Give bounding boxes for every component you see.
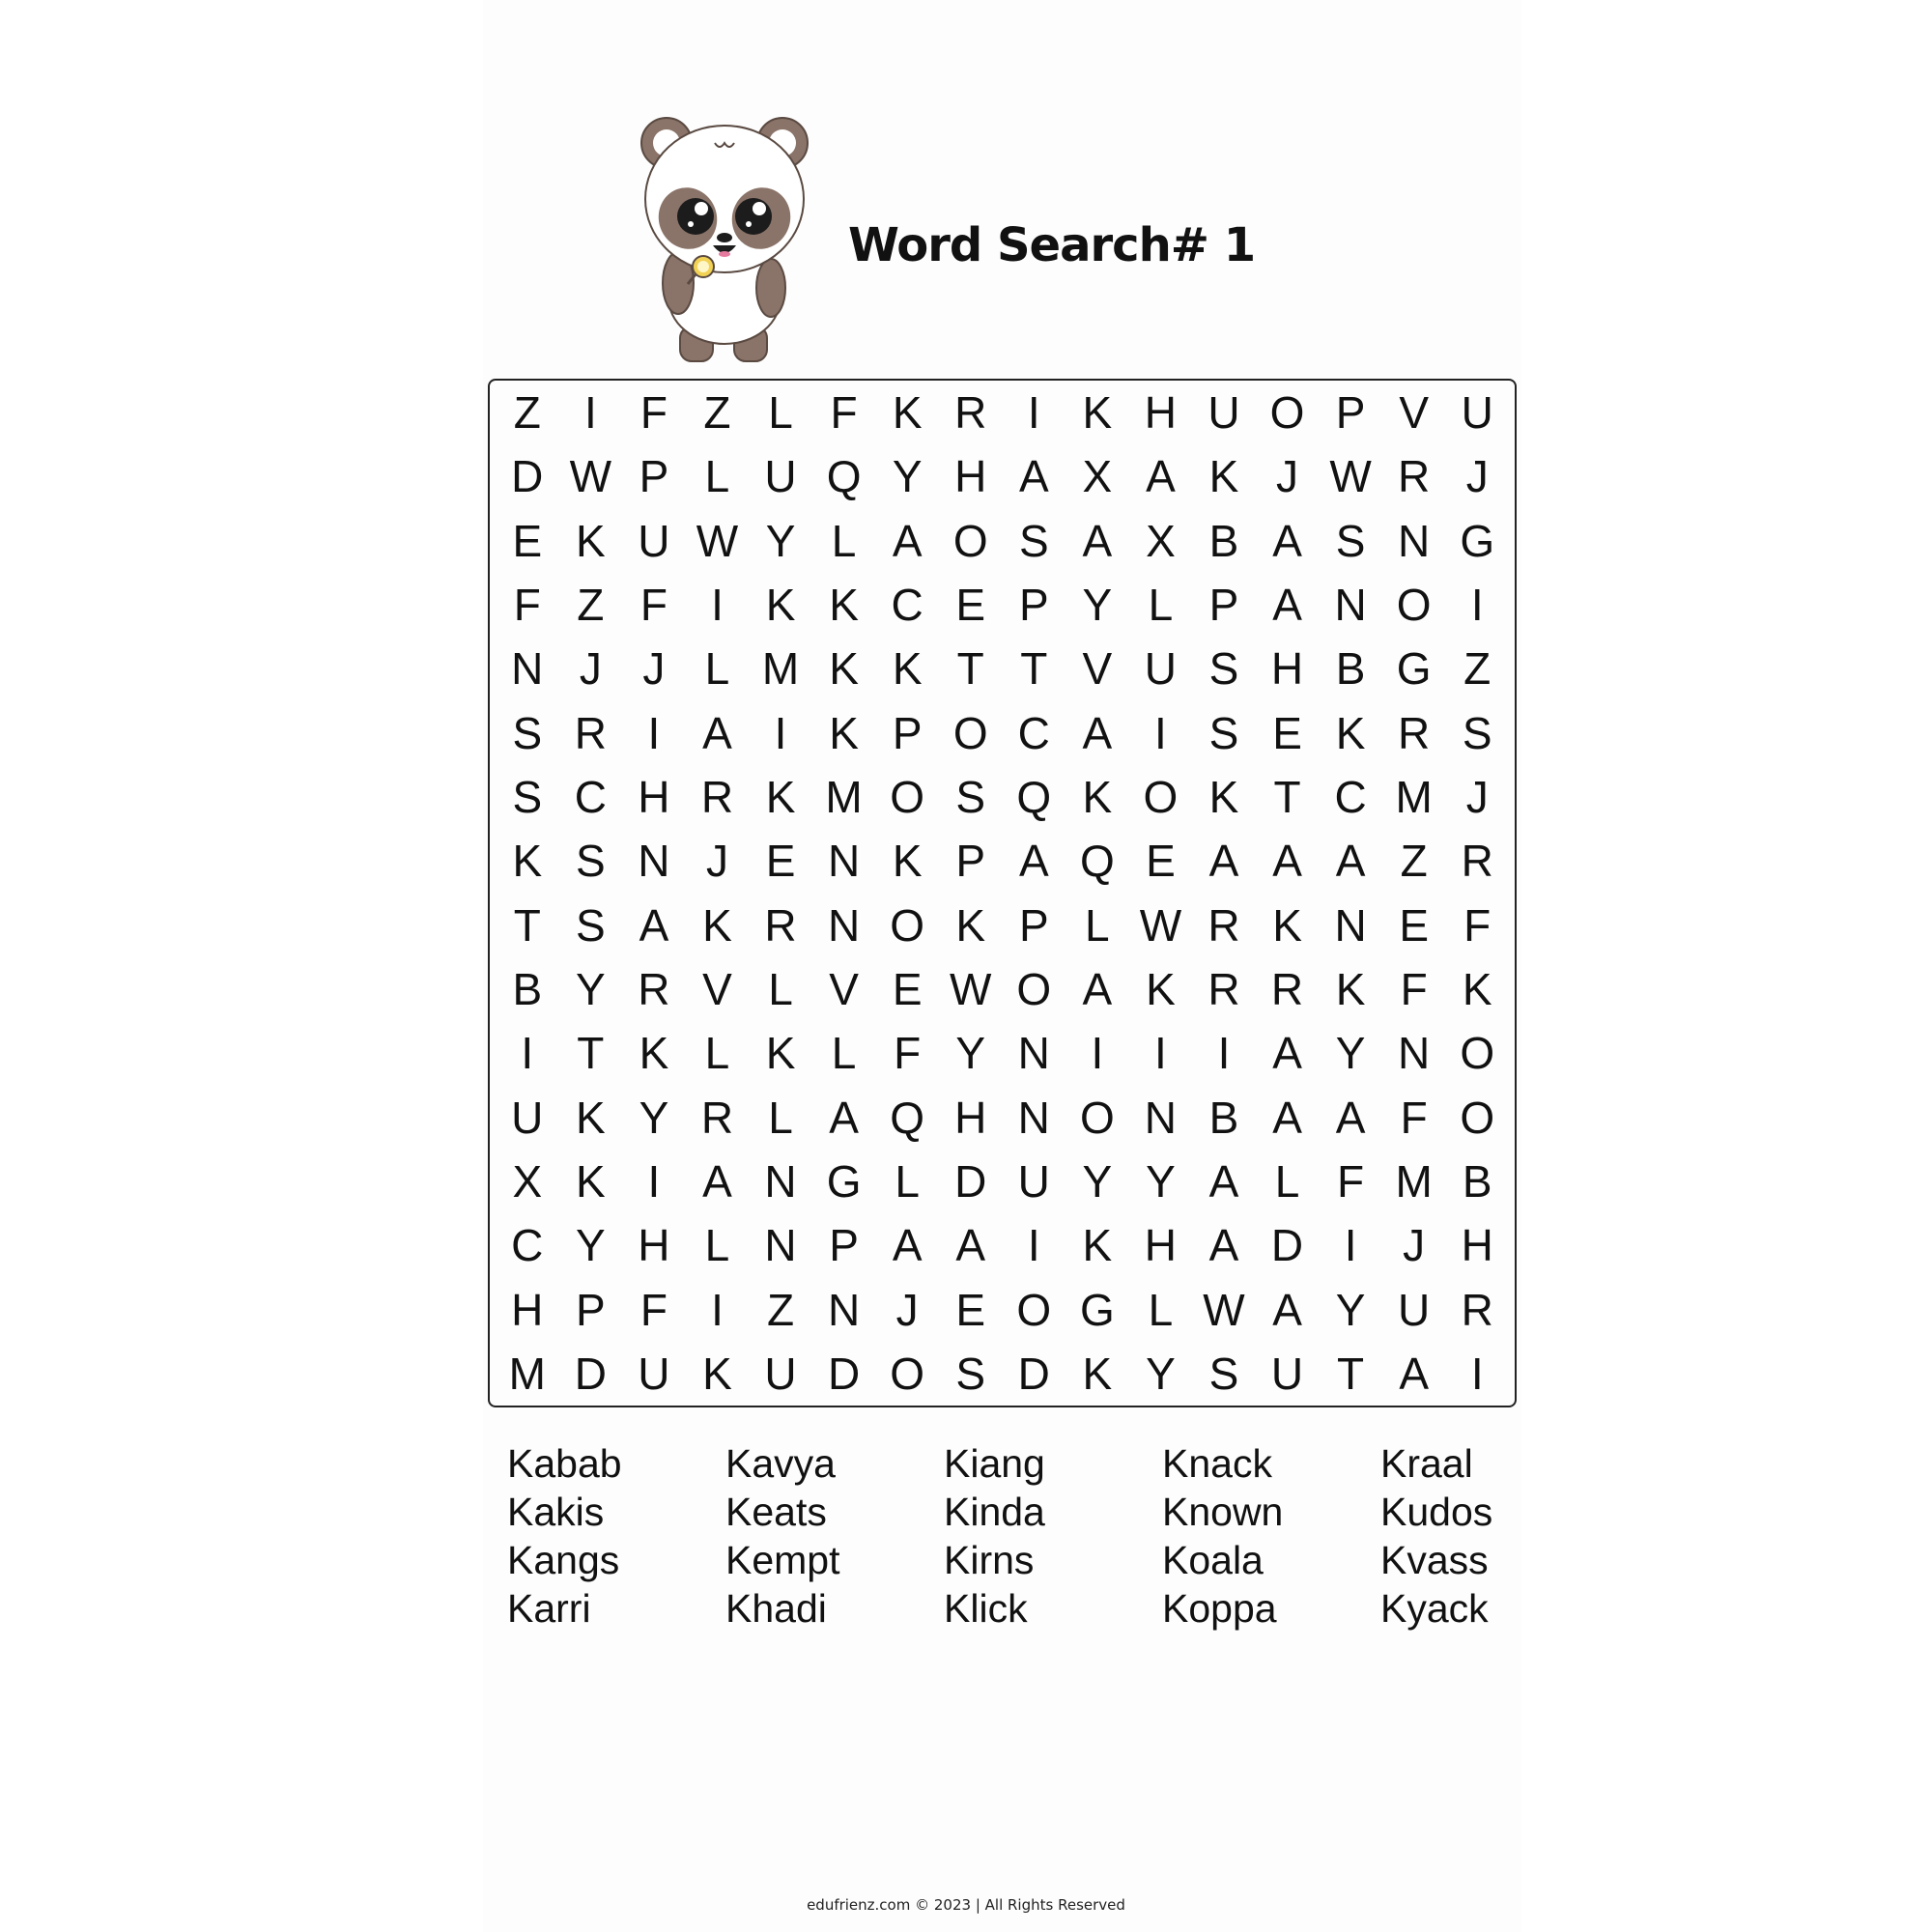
grid-cell[interactable]: Q <box>1016 772 1052 823</box>
grid-cell[interactable]: R <box>1461 836 1493 887</box>
grid-cell[interactable]: Y <box>955 1028 986 1079</box>
grid-cell[interactable]: Q <box>1079 836 1115 887</box>
grid-cell[interactable]: O <box>1016 963 1052 1014</box>
grid-cell[interactable]: L <box>1148 580 1174 631</box>
grid-cell[interactable]: O <box>890 772 925 823</box>
grid-cell[interactable]: D <box>574 1348 607 1399</box>
grid-cell[interactable]: S <box>1208 643 1239 695</box>
grid-cell[interactable]: N <box>511 643 544 695</box>
word-list-item: Kakis <box>507 1490 605 1534</box>
grid-cell[interactable]: G <box>1079 1284 1115 1335</box>
grid-cell[interactable]: A <box>639 899 669 951</box>
grid-cell[interactable]: V <box>1399 387 1429 439</box>
grid-cell[interactable]: R <box>1398 451 1431 502</box>
grid-cell[interactable]: K <box>892 387 923 439</box>
word-list-item: Kempt <box>725 1538 840 1582</box>
grid-cell[interactable]: N <box>827 1284 861 1335</box>
grid-cell[interactable]: J <box>1465 772 1489 823</box>
grid-cell[interactable]: K <box>1335 963 1366 1014</box>
grid-cell[interactable]: B <box>1462 1155 1492 1207</box>
grid-cell[interactable]: S <box>1462 707 1492 758</box>
grid-cell[interactable]: W <box>1329 451 1372 502</box>
grid-cell[interactable]: O <box>1143 772 1179 823</box>
grid-cell[interactable]: O <box>1079 1092 1115 1143</box>
grid-cell[interactable]: L <box>704 451 730 502</box>
word-list-item: Klick <box>944 1586 1028 1631</box>
grid-cell[interactable]: Y <box>1146 1155 1176 1207</box>
grid-cell[interactable]: S <box>1335 515 1366 566</box>
grid-cell[interactable]: Y <box>1146 1348 1176 1399</box>
grid-cell[interactable]: P <box>1335 387 1366 439</box>
grid-cell[interactable]: H <box>638 1220 670 1271</box>
grid-cell[interactable]: L <box>1274 1155 1300 1207</box>
grid-cell[interactable]: U <box>511 1092 544 1143</box>
grid-cell[interactable]: P <box>576 1284 606 1335</box>
grid-cell[interactable]: Y <box>639 1092 669 1143</box>
grid-cell[interactable]: P <box>1018 899 1049 951</box>
grid-cell[interactable]: W <box>950 963 992 1014</box>
grid-cell[interactable]: V <box>1082 643 1113 695</box>
grid-cell[interactable]: K <box>765 580 796 631</box>
grid-cell[interactable]: O <box>1396 580 1432 631</box>
grid-cell[interactable]: D <box>954 1155 987 1207</box>
grid-cell[interactable]: S <box>576 899 606 951</box>
grid-cell[interactable]: I <box>647 1155 661 1207</box>
grid-cell[interactable]: E <box>1272 707 1302 758</box>
grid-cell[interactable]: P <box>829 1220 859 1271</box>
grid-cell[interactable]: C <box>1017 707 1050 758</box>
grid-cell[interactable]: U <box>638 515 670 566</box>
grid-cell[interactable]: P <box>955 836 986 887</box>
grid-cell[interactable]: A <box>829 1092 859 1143</box>
grid-cell[interactable]: H <box>511 1284 544 1335</box>
grid-cell[interactable]: R <box>574 707 607 758</box>
grid-cell[interactable]: J <box>1403 1220 1426 1271</box>
grid-cell[interactable]: U <box>1017 1155 1050 1207</box>
grid-cell[interactable]: L <box>704 1220 730 1271</box>
grid-cell[interactable]: K <box>1462 963 1492 1014</box>
grid-cell[interactable]: Y <box>765 515 796 566</box>
grid-cell[interactable]: H <box>954 1092 987 1143</box>
grid-cell[interactable]: A <box>702 707 732 758</box>
grid-cell[interactable]: T <box>513 899 541 951</box>
grid-cell[interactable]: U <box>1398 1284 1431 1335</box>
grid-cell[interactable]: S <box>1208 707 1239 758</box>
grid-cell[interactable]: O <box>1269 387 1305 439</box>
grid-cell[interactable]: K <box>1208 451 1239 502</box>
word-list-item: Koppa <box>1162 1586 1277 1631</box>
grid-cell[interactable]: R <box>1461 1284 1493 1335</box>
grid-cell[interactable]: K <box>765 1028 796 1079</box>
grid-cell[interactable]: E <box>955 580 986 631</box>
grid-cell[interactable]: A <box>1272 1092 1302 1143</box>
grid-cell[interactable]: Y <box>1335 1284 1366 1335</box>
word-list-item: Kraal <box>1380 1441 1473 1486</box>
grid-cell[interactable]: M <box>761 643 800 695</box>
grid-cell[interactable]: G <box>1396 643 1432 695</box>
grid-cell[interactable]: N <box>764 1220 797 1271</box>
word-list-item: Known <box>1162 1490 1284 1534</box>
word-list-item: Keats <box>725 1490 827 1534</box>
word-list-item: Kudos <box>1380 1490 1493 1534</box>
grid-cell[interactable]: U <box>638 1348 670 1399</box>
grid-cell[interactable]: J <box>895 1284 919 1335</box>
grid-cell[interactable]: D <box>827 1348 861 1399</box>
grid-cell[interactable]: T <box>1273 772 1301 823</box>
word-list-item: Kvass <box>1380 1538 1489 1582</box>
word-list-item: Kangs <box>507 1538 620 1582</box>
word-list-item: Kavya <box>725 1441 836 1486</box>
grid-cell[interactable]: F <box>639 387 668 439</box>
grid-cell[interactable]: N <box>1017 1028 1050 1079</box>
grid-cell[interactable]: H <box>1144 387 1178 439</box>
grid-cell[interactable]: R <box>764 899 797 951</box>
grid-cell[interactable]: E <box>1399 899 1429 951</box>
grid-cell[interactable]: B <box>1208 1092 1239 1143</box>
grid-cell[interactable]: H <box>954 451 987 502</box>
grid-cell[interactable]: A <box>955 1220 986 1271</box>
grid-cell[interactable]: K <box>702 1348 732 1399</box>
word-list <box>507 1439 1521 1633</box>
word-list-item: Kabab <box>507 1441 622 1486</box>
grid-cell[interactable]: A <box>1272 1284 1302 1335</box>
grid-cell[interactable]: K <box>1082 1220 1113 1271</box>
grid-cell[interactable]: S <box>512 772 543 823</box>
grid-cell[interactable]: C <box>511 1220 544 1271</box>
grid-cell[interactable]: T <box>1337 1348 1365 1399</box>
grid-cell[interactable]: I <box>1154 1028 1167 1079</box>
word-list-item: Kirns <box>944 1538 1035 1582</box>
grid-cell[interactable]: H <box>1270 643 1304 695</box>
grid-cell[interactable]: Z <box>1400 836 1428 887</box>
grid-cell[interactable]: K <box>576 1155 606 1207</box>
grid-cell[interactable]: Z <box>766 1284 795 1335</box>
grid-cell[interactable]: I <box>774 707 787 758</box>
grid-cell[interactable]: T <box>956 643 984 695</box>
grid-cell[interactable]: L <box>768 963 793 1014</box>
grid-cell[interactable]: L <box>831 1028 857 1079</box>
grid-cell[interactable]: K <box>955 899 986 951</box>
grid-cell[interactable]: R <box>700 1092 734 1143</box>
grid-cell[interactable]: A <box>892 515 923 566</box>
grid-cell[interactable]: K <box>1082 1348 1113 1399</box>
grid-cell[interactable]: U <box>1144 643 1178 695</box>
grid-cell[interactable]: T <box>1020 643 1048 695</box>
grid-cell[interactable]: A <box>1272 1028 1302 1079</box>
grid-cell[interactable]: L <box>768 1092 793 1143</box>
grid-cell[interactable]: A <box>1082 707 1113 758</box>
grid-cell[interactable]: U <box>764 451 797 502</box>
grid-cell[interactable]: D <box>511 451 544 502</box>
grid-cell[interactable]: F <box>894 1028 922 1079</box>
grid-cell[interactable]: C <box>574 772 607 823</box>
grid-cell[interactable]: K <box>1335 707 1366 758</box>
grid-cell[interactable]: Z <box>577 580 605 631</box>
word-list-item: Karri <box>507 1586 591 1631</box>
grid-cell[interactable]: O <box>1016 1284 1052 1335</box>
grid-cell[interactable]: R <box>700 772 734 823</box>
grid-cell[interactable]: W <box>696 515 739 566</box>
grid-cell[interactable]: P <box>639 451 669 502</box>
grid-cell[interactable]: W <box>1203 1284 1245 1335</box>
grid-cell[interactable]: Z <box>1463 643 1492 695</box>
grid-cell[interactable]: O <box>1460 1092 1495 1143</box>
grid-cell[interactable]: R <box>638 963 670 1014</box>
grid-cell[interactable]: I <box>521 1028 534 1079</box>
grid-cell[interactable]: O <box>1460 1028 1495 1079</box>
grid-cell[interactable]: P <box>1208 580 1239 631</box>
grid-cell[interactable]: F <box>1337 1155 1365 1207</box>
grid-cell[interactable]: N <box>827 836 861 887</box>
grid-cell[interactable]: D <box>1270 1220 1304 1271</box>
grid-cell[interactable]: A <box>1208 836 1239 887</box>
grid-cell[interactable]: U <box>1461 387 1493 439</box>
grid-cell[interactable]: K <box>576 515 606 566</box>
grid-cell[interactable]: A <box>1082 515 1113 566</box>
grid-cell[interactable]: Z <box>703 387 731 439</box>
grid-cell[interactable]: E <box>892 963 923 1014</box>
grid-cell[interactable]: F <box>1463 899 1492 951</box>
grid-cell[interactable]: P <box>1018 580 1049 631</box>
grid-cell[interactable]: I <box>1154 707 1167 758</box>
grid-cell[interactable]: R <box>1270 963 1304 1014</box>
grid-cell[interactable]: C <box>1334 772 1367 823</box>
grid-cell[interactable]: A <box>702 1155 732 1207</box>
grid-cell[interactable]: A <box>1146 451 1176 502</box>
grid-cell[interactable]: K <box>1272 899 1302 951</box>
grid-cell[interactable]: M <box>1395 1155 1433 1207</box>
grid-cell[interactable]: B <box>1335 643 1366 695</box>
grid-cell[interactable]: J <box>642 643 666 695</box>
grid-cell[interactable]: I <box>1470 1348 1484 1399</box>
grid-cell[interactable]: N <box>1017 1092 1050 1143</box>
grid-cell[interactable]: E <box>955 1284 986 1335</box>
word-list-item: Kinda <box>944 1490 1045 1534</box>
grid-cell[interactable]: J <box>1465 451 1489 502</box>
grid-cell[interactable]: L <box>704 1028 730 1079</box>
grid-cell[interactable]: S <box>955 772 986 823</box>
word-list-item: Kiang <box>944 1441 1045 1486</box>
grid-cell[interactable]: F <box>830 387 858 439</box>
grid-cell[interactable]: R <box>1208 899 1240 951</box>
grid-cell[interactable]: V <box>702 963 732 1014</box>
grid-cell[interactable]: Q <box>890 1092 925 1143</box>
grid-cell[interactable]: I <box>1091 1028 1104 1079</box>
grid-cell[interactable]: K <box>639 1028 669 1079</box>
grid-cell[interactable]: J <box>579 643 602 695</box>
copyright-footer: edufrienz.com © 2023 | All Rights Reserved <box>807 1896 1125 1914</box>
grid-cell[interactable]: P <box>892 707 923 758</box>
grid-cell[interactable]: N <box>1144 1092 1178 1143</box>
grid-cell[interactable]: Y <box>892 451 923 502</box>
grid-cell[interactable]: F <box>1400 963 1428 1014</box>
grid-cell[interactable]: N <box>1334 899 1367 951</box>
grid-cell[interactable]: A <box>1018 836 1049 887</box>
grid-cell[interactable]: U <box>764 1348 797 1399</box>
grid-cell[interactable]: K <box>829 580 859 631</box>
grid-cell[interactable]: E <box>512 515 543 566</box>
grid-cell[interactable]: I <box>1217 1028 1231 1079</box>
grid-cell[interactable]: V <box>829 963 859 1014</box>
grid-cell[interactable]: L <box>831 515 857 566</box>
grid-cell[interactable]: W <box>1139 899 1182 951</box>
grid-cell[interactable]: A <box>1335 836 1366 887</box>
grid-cell[interactable]: I <box>647 707 661 758</box>
word-list-item: Khadi <box>725 1586 827 1631</box>
grid-cell[interactable]: X <box>1082 451 1113 502</box>
grid-cell[interactable]: K <box>829 643 859 695</box>
grid-cell[interactable]: N <box>1398 515 1431 566</box>
grid-cell[interactable]: Y <box>576 1220 606 1271</box>
grid-cell[interactable]: M <box>825 772 863 823</box>
grid-cell[interactable]: O <box>890 899 925 951</box>
grid-cell[interactable]: B <box>512 963 543 1014</box>
grid-cell[interactable]: Y <box>1082 1155 1113 1207</box>
grid-cell[interactable]: X <box>1146 515 1176 566</box>
grid-cell[interactable]: L <box>1148 1284 1174 1335</box>
grid-cell[interactable]: L <box>1085 899 1110 951</box>
grid-cell[interactable]: L <box>704 643 730 695</box>
grid-cell[interactable]: O <box>952 707 988 758</box>
grid-cell[interactable]: U <box>1208 387 1240 439</box>
grid-cell[interactable]: K <box>1146 963 1176 1014</box>
grid-cell[interactable]: R <box>1208 963 1240 1014</box>
grid-cell[interactable]: K <box>702 899 732 951</box>
grid-cell[interactable]: G <box>1460 515 1495 566</box>
word-list-item: Koala <box>1162 1538 1264 1582</box>
word-list-item: Kyack <box>1380 1586 1489 1631</box>
grid-cell[interactable]: I <box>1027 387 1040 439</box>
grid-cell[interactable]: I <box>711 1284 724 1335</box>
grid-cell[interactable]: J <box>705 836 728 887</box>
page-title: Word Search# 1 <box>848 218 1256 272</box>
grid-cell[interactable]: S <box>955 1348 986 1399</box>
grid-cell[interactable]: A <box>892 1220 923 1271</box>
grid-cell[interactable]: X <box>512 1155 543 1207</box>
grid-cell[interactable]: K <box>765 772 796 823</box>
grid-cell[interactable]: K <box>1082 387 1113 439</box>
grid-cell[interactable]: E <box>765 836 796 887</box>
grid-cell[interactable]: A <box>1272 580 1302 631</box>
grid-cell[interactable]: S <box>512 707 543 758</box>
grid-cell[interactable]: N <box>827 899 861 951</box>
grid-cell[interactable]: H <box>1144 1220 1178 1271</box>
grid-cell[interactable]: Y <box>1082 580 1113 631</box>
grid-cell[interactable]: A <box>1335 1092 1366 1143</box>
grid-cell[interactable]: O <box>952 515 988 566</box>
grid-cell[interactable]: G <box>826 1155 862 1207</box>
letter-grid <box>488 379 1517 1407</box>
grid-cell[interactable]: I <box>711 580 724 631</box>
grid-cell[interactable]: L <box>895 1155 920 1207</box>
grid-cell[interactable]: K <box>576 1092 606 1143</box>
grid-cell[interactable]: R <box>1398 707 1431 758</box>
grid-cell[interactable]: S <box>1018 515 1049 566</box>
grid-cell[interactable]: O <box>890 1348 925 1399</box>
grid-cell[interactable]: T <box>577 1028 605 1079</box>
grid-cell[interactable]: D <box>1017 1348 1050 1399</box>
grid-cell[interactable]: F <box>513 580 541 631</box>
grid-cell[interactable]: I <box>1027 1220 1040 1271</box>
grid-cell[interactable]: A <box>1018 451 1049 502</box>
grid-cell[interactable]: K <box>512 836 543 887</box>
grid-cell[interactable]: A <box>1272 836 1302 887</box>
grid-cell[interactable]: A <box>1399 1348 1429 1399</box>
grid-cell[interactable]: R <box>954 387 987 439</box>
grid-cell[interactable]: F <box>639 580 668 631</box>
grid-cell[interactable]: N <box>638 836 670 887</box>
grid-cell[interactable]: N <box>764 1155 797 1207</box>
word-list-item: Knack <box>1162 1441 1272 1486</box>
grid-cell[interactable]: K <box>829 707 859 758</box>
grid-cell[interactable]: S <box>1208 1348 1239 1399</box>
grid-cell[interactable]: K <box>1208 772 1239 823</box>
grid-cell[interactable]: F <box>1400 1092 1428 1143</box>
grid-cell[interactable]: Q <box>826 451 862 502</box>
grid-cell[interactable]: I <box>1470 580 1484 631</box>
grid-cell[interactable]: H <box>1461 1220 1493 1271</box>
grid-cell[interactable]: H <box>638 772 670 823</box>
grid-cell[interactable]: L <box>768 387 793 439</box>
grid-cell[interactable]: K <box>892 643 923 695</box>
grid-cell[interactable]: S <box>576 836 606 887</box>
grid-cell[interactable]: M <box>508 1348 546 1399</box>
grid-cell[interactable]: Y <box>576 963 606 1014</box>
grid-cell[interactable]: J <box>1276 451 1299 502</box>
grid-cell[interactable]: K <box>892 836 923 887</box>
grid-cell[interactable]: W <box>569 451 612 502</box>
grid-cell[interactable]: N <box>1334 580 1367 631</box>
panda-icon <box>638 114 811 367</box>
grid-cell[interactable]: B <box>1208 515 1239 566</box>
grid-cell[interactable]: C <box>891 580 923 631</box>
grid-cell[interactable]: M <box>1395 772 1433 823</box>
grid-cell[interactable]: I <box>583 387 597 439</box>
grid-cell[interactable]: E <box>1146 836 1176 887</box>
grid-cell[interactable]: U <box>1270 1348 1304 1399</box>
grid-cell[interactable]: Y <box>1335 1028 1366 1079</box>
grid-cell[interactable]: I <box>1344 1220 1357 1271</box>
grid-cell[interactable]: Z <box>513 387 541 439</box>
grid-cell[interactable]: F <box>639 1284 668 1335</box>
grid-cell[interactable]: A <box>1082 963 1113 1014</box>
grid-cell[interactable]: N <box>1398 1028 1431 1079</box>
grid-cell[interactable]: A <box>1272 515 1302 566</box>
grid-cell[interactable]: A <box>1208 1220 1239 1271</box>
grid-cell[interactable]: A <box>1208 1155 1239 1207</box>
grid-cell[interactable]: K <box>1082 772 1113 823</box>
